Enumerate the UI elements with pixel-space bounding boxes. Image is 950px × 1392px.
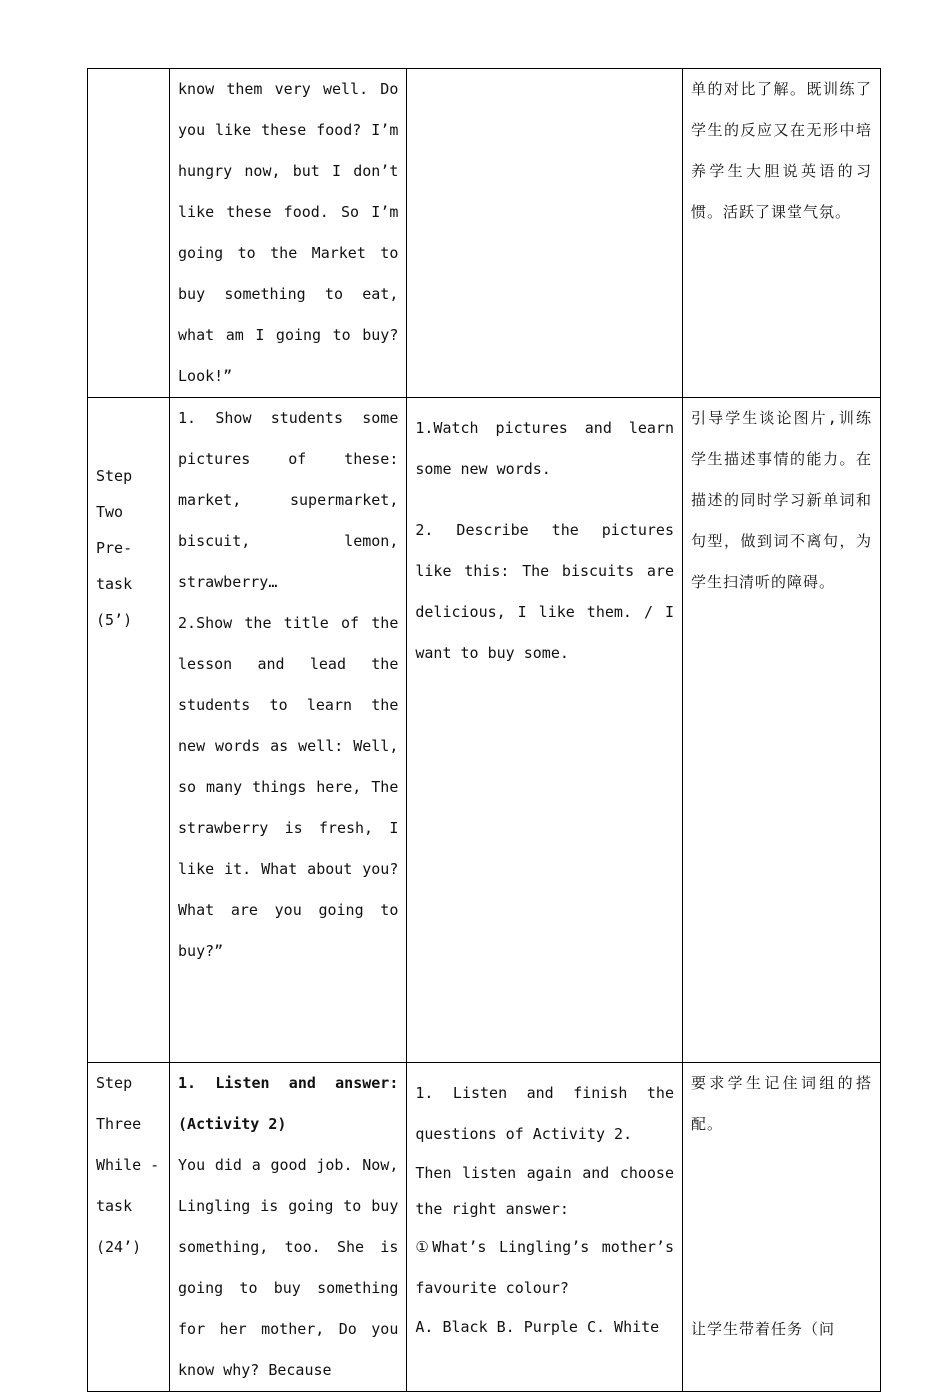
teacher-activity-1: 1. Show students some pictures of these: market, supermarket, biscuit, lemon, strawberry… [178, 409, 399, 591]
student-activity-cell [407, 398, 683, 1063]
student-activity-1: 1. Listen and finish the questions of Activity 2. [415, 1084, 674, 1143]
design-purpose-cell [683, 1063, 881, 1392]
teacher-activity-2: 2.Show the title of the lesson and lead the students to learn the new words as well: Well, so many things here, The strawberry is fresh, I like it. What about you? What are you going to buy?” [178, 614, 399, 960]
student-options: A. Black B. Purple C. White [415, 1318, 660, 1336]
student-activity-cell [407, 1063, 683, 1392]
table-row [88, 1063, 881, 1392]
step-number: Three [96, 1115, 142, 1133]
student-activity-2: 2. Describe the pictures like this: The biscuits are delicious, I like them. / I want to buy some. [415, 521, 674, 662]
step-title: Step Two [96, 467, 133, 521]
step-cell [88, 69, 170, 398]
design-purpose-1: 要求学生记住词组的搭配。 [691, 1074, 872, 1133]
step-phase: While - [96, 1156, 160, 1174]
step-title: Step [96, 1074, 133, 1092]
table-row [88, 69, 881, 398]
design-purpose-2: 让学生带着任务（问 [691, 1320, 836, 1338]
student-activity-cell [407, 69, 683, 398]
step-phase-cont: task [96, 1197, 133, 1215]
step-cell [88, 1063, 170, 1392]
design-purpose-cell: 单的对比了解。既训练了学生的反应又在无形中培养学生大胆说英语的习惯。活跃了课堂气氛。 [683, 69, 881, 398]
student-activity-2: Then listen again and choose the right answer: [415, 1164, 674, 1218]
teacher-activity-cell [170, 398, 407, 1063]
teacher-activity-heading: 1. Listen and answer: (Activity 2) [178, 1074, 399, 1133]
table-row [88, 398, 881, 1063]
teacher-activity-body: You did a good job. Now, Lingling is going to buy something, too. She is going to buy something for her mother, Do you know why? Because [178, 1156, 399, 1379]
student-question: ①What’s Lingling’s mother’s favourite colour? [415, 1238, 674, 1297]
step-cell [88, 398, 170, 1063]
step-duration: (5’) [96, 611, 133, 629]
step-duration: (24’) [96, 1238, 142, 1256]
teacher-activity-cell [170, 1063, 407, 1392]
student-activity-1: 1.Watch pictures and learn some new words. [415, 419, 674, 478]
step-phase: Pre-task [96, 539, 133, 593]
teacher-activity-cell: know them very well. Do you like these food? I’m hungry now, but I don’t like these food. So I’m going to the Market to buy something to eat, what am I going to buy? Look!” [170, 69, 407, 398]
lesson-plan-table [87, 68, 881, 1392]
design-purpose-cell: 引导学生谈论图片,训练学生描述事情的能力。在描述的同时学习新单词和句型，做到词不离句，为学生扫清听的障碍。 [683, 398, 881, 1063]
